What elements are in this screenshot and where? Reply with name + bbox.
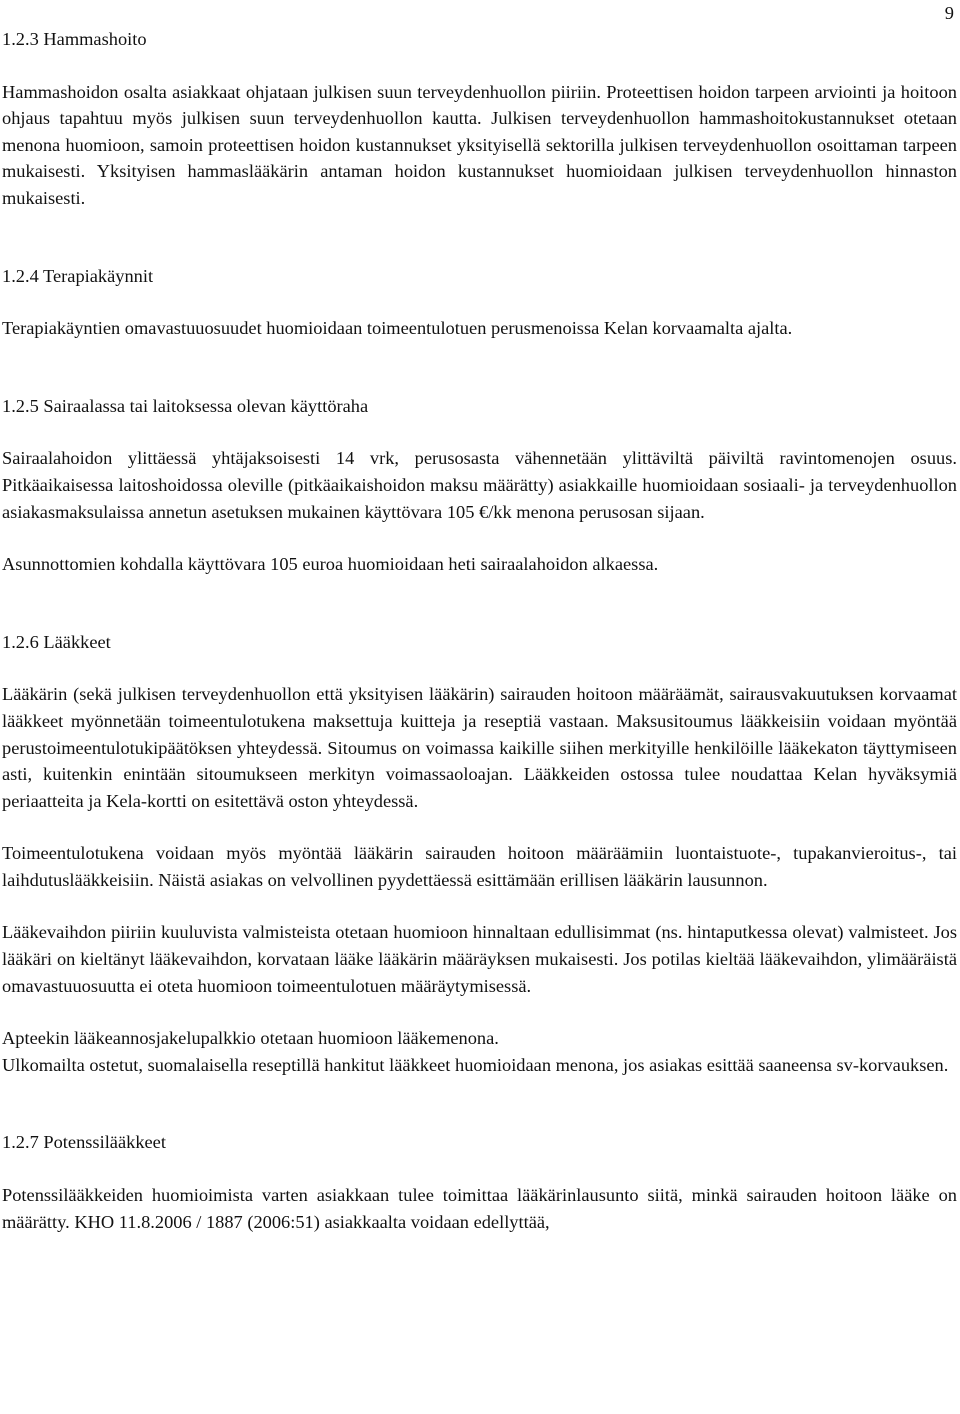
paragraph: Sairaalahoidon ylittäessä yhtäjaksoisesti 14 vrk, perusosasta vähennetään ylittäviltä päiviltä ravintomenojen osuus. Pitkäaikaisessa laitoshoidossa oleville (pitkäaikaishoidon maksu määrätty) asiakkaille huomioidaan sosiaali- ja terveydenhuollon asiakasmaksulaissa annetun asetuksen mukainen käyttövara 105 €/kk menona perusosan sijaan. [2, 448, 957, 522]
section-heading: 1.2.7 Potenssilääkkeet [2, 1132, 166, 1153]
paragraph: Terapiakäyntien omavastuuosuudet huomioidaan toimeentulotuen perusmenoissa Kelan korvaamalta ajalta. [2, 318, 793, 339]
paragraph: Potenssilääkkeiden huomioimista varten asiakkaan tulee toimittaa lääkärinlausunto siitä, minkä sairauden hoitoon lääke on määrätty. KHO 11.8.2006 / 1887 (2006:51) asiakkaalta voidaan edellyttää, [2, 1185, 957, 1232]
paragraph: Toimeentulotukena voidaan myös myöntää lääkärin sairauden hoitoon määräämiin luontaistuote-, tupakanvieroitus-, tai laihdutuslääkkeisiin. Näistä asiakas on velvollinen pyydettäessä esittämään erillisen lääkärin lausunnon. [2, 843, 957, 890]
paragraph: Asunnottomien kohdalla käyttövara 105 euroa huomioidaan heti sairaalahoidon alkaessa. [2, 554, 659, 575]
paragraph: Lääkevaihdon piiriin kuuluvista valmisteista otetaan huomioon hinnaltaan edullisimmat (ns. hintaputkessa olevat) valmisteet. Jos lääkäri on kieltänyt lääkevaihdon, korvataan lääke lääkärin määräyksen mukaisesti. Jos potilas kieltää lääkevaihdon, ylimääräistä omavastuuosuutta ei oteta huomioon toimeentulotuen määräytymisessä. [2, 922, 957, 996]
paragraph: Apteekin lääkeannosjakelupalkkio otetaan huomioon lääkemenona. [2, 1028, 499, 1049]
page-number: 9 [944, 3, 954, 23]
paragraph: Hammashoidon osalta asiakkaat ohjataan julkisen suun terveydenhuollon piiriin. Proteettisen hoidon tarpeen arviointi ja hoitoon ohjaus tapahtuu myös julkisen suun terveydenhuollon kautta. Julkisen terveydenhuollon hammashoitokustannukset otetaan menona huomioon, samoin proteettisen hoidon kustannukset yksityisellä sektorilla julkisen terveydenhuollon osoittaman tarpeen mukaisesti. Yksityisen hammaslääkärin antaman hoidon kustannukset huomioidaan julkisen terveydenhuollon hinnaston mukaisesti. [2, 81, 957, 208]
section-heading: 1.2.5 Sairaalassa tai laitoksessa olevan käyttöraha [2, 395, 369, 416]
section-heading: 1.2.3 Hammashoito [2, 29, 147, 49]
document-body [2, 26, 957, 1235]
section-heading: 1.2.6 Lääkkeet [2, 631, 111, 652]
section-heading: 1.2.4 Terapiakäynnit [2, 265, 154, 286]
paragraph: Lääkärin (sekä julkisen terveydenhuollon että yksityisen lääkärin) sairauden hoitoon määräämät, sairausvakuutuksen korvaamat lääkkeet myönnetään toimeentulotukena maksettuja kuitteja ja reseptiä vastaan. Maksusitoumus lääkkeisiin voidaan myöntää perustoimeentulotukipäätöksen yhteydessä. Sitoumus on voimassa kaikille siihen merkityille henkilöille lääkekaton täyttymiseen asti, kuitenkin enintään sitoumukseen merkityn voimassaoloajan. Lääkkeiden ostossa tulee noudattaa Kelan hyväksymiä periaatteita ja Kela-kortti on esitettävä oston yhteydessä. [2, 684, 957, 811]
paragraph: Ulkomailta ostetut, suomalaisella reseptillä hankitut lääkkeet huomioidaan menona, jos asiakas esittää saaneensa sv-korvauksen. [2, 1054, 949, 1075]
